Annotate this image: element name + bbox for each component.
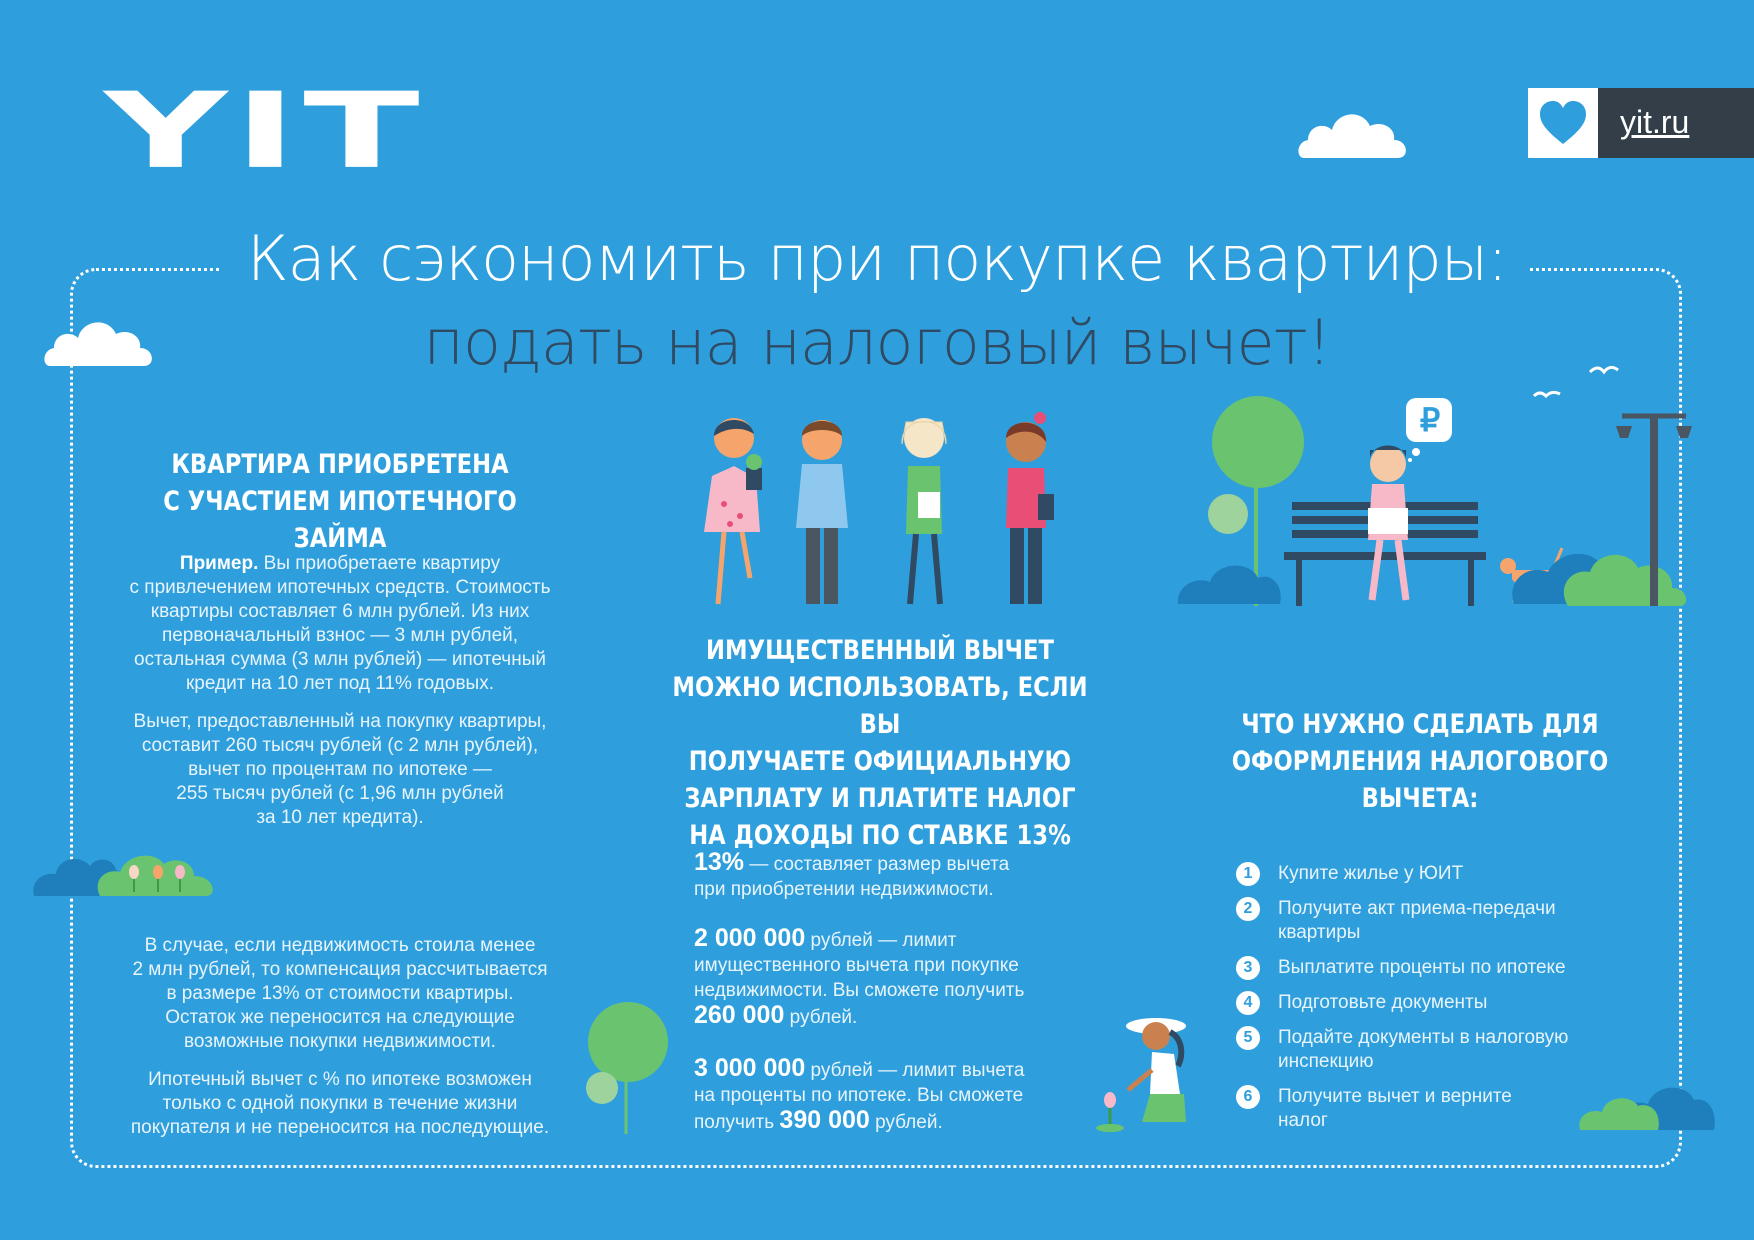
steps-list <box>1236 862 1636 1133</box>
center-heading-line: МОЖНО ИСПОЛЬЗОВАТЬ, ЕСЛИ ВЫ <box>672 672 1088 740</box>
site-badge[interactable] <box>1528 88 1754 158</box>
fact-limit-value: 2 000 000 <box>694 924 806 952</box>
step-text: Получите акт приема-передачи <box>1278 898 1556 919</box>
example-line: квартиры составляет 6 млн рублей. Из них <box>150 601 530 622</box>
mortgage-line: Ипотечный вычет с % по ипотеке возможен <box>148 1069 532 1090</box>
right-heading-line: ОФОРМЛЕНИЯ НАЛОГОВОГО <box>1231 746 1609 777</box>
left-mortgage-text <box>100 1068 580 1140</box>
step-number: 5 <box>1236 1026 1260 1050</box>
step-number: 3 <box>1236 956 1260 980</box>
right-heading <box>1218 706 1621 817</box>
bush-icon <box>1578 1062 1718 1132</box>
site-link[interactable]: yit.ru <box>1620 104 1690 140</box>
fact-text: на проценты по ипотеке. Вы сможете <box>694 1085 1024 1106</box>
bush-icon <box>30 826 220 900</box>
fact-return-value: 260 000 <box>694 1001 785 1029</box>
left-heading-line2: С УЧАСТИЕМ ИПОТЕЧНОГО ЗАЙМА <box>163 486 517 554</box>
deduction-line: за 10 лет кредита). <box>256 807 424 828</box>
people-illustration <box>690 408 1060 608</box>
left-heading <box>138 446 541 557</box>
step-number: 6 <box>1236 1085 1260 1109</box>
center-heading-line: НА ДОХОДЫ ПО СТАВКЕ 13% <box>689 820 1071 851</box>
case-line: 2 млн рублей, то компенсация рассчитывается <box>132 959 548 980</box>
left-example-text <box>100 552 580 696</box>
mortgage-line: только с одной покупки в течение жизни <box>162 1093 518 1114</box>
fact-text: получить <box>694 1112 780 1133</box>
fact-rate-value: 13% <box>694 848 745 876</box>
left-case-text <box>100 934 580 1054</box>
fact-property-limit <box>694 926 1074 1030</box>
fact-text: рублей. <box>784 1007 858 1028</box>
fact-text: недвижимости. Вы сможете получить <box>694 980 1025 1001</box>
cloud-icon <box>1296 106 1410 160</box>
left-heading-line1: КВАРТИРА ПРИОБРЕТЕНА <box>171 449 509 480</box>
step-number: 4 <box>1236 991 1260 1015</box>
fact-text: — составляет размер вычета <box>744 854 1010 875</box>
center-heading-line: ПОЛУЧАЕТЕ ОФИЦИАЛЬНУЮ <box>688 746 1072 777</box>
list-item <box>1236 991 1636 1015</box>
fact-text: при приобретении недвижимости. <box>694 879 994 900</box>
center-heading-line: ЗАРПЛАТУ И ПЛАТИТЕ НАЛОГ <box>684 783 1076 814</box>
badge-icon-box <box>1528 88 1598 158</box>
example-label: Пример. <box>179 553 259 574</box>
list-item <box>1236 1085 1636 1133</box>
tulip-icon <box>1096 1092 1124 1132</box>
case-line: Остаток же переносится на следующие <box>165 1007 515 1028</box>
heart-icon <box>1528 88 1598 158</box>
example-line: Вы приобретаете квартиру <box>263 553 501 574</box>
mortgage-line: покупателя и не переносится на последующие. <box>130 1117 550 1138</box>
list-item <box>1236 897 1636 945</box>
fact-return-value: 390 000 <box>779 1106 870 1134</box>
step-number: 2 <box>1236 897 1260 921</box>
deduction-line: составит 260 тысяч рублей (с 2 млн рублей), <box>141 735 539 756</box>
step-text: Выплатите проценты по ипотеке <box>1278 957 1566 978</box>
example-line: остальная сумма (3 млн рублей) — ипотечный <box>134 649 546 670</box>
step-text: инспекцию <box>1278 1051 1374 1072</box>
center-heading <box>662 632 1099 854</box>
fact-limit-value: 3 000 000 <box>694 1054 806 1082</box>
case-line: В случае, если недвижимость стоила менее <box>144 935 536 956</box>
deduction-line: Вычет, предоставленный на покупку квартиры, <box>133 711 547 732</box>
fact-text: рублей — лимит вычета <box>805 1060 1025 1081</box>
tree-icon <box>582 1000 672 1140</box>
deduction-line: 255 тысяч рублей (с 1,96 млн рублей <box>176 783 504 804</box>
right-heading-line: ЧТО НУЖНО СДЕЛАТЬ ДЛЯ <box>1241 709 1599 740</box>
left-deduction-text <box>100 710 580 830</box>
center-heading-line: ИМУЩЕСТВЕННЫЙ ВЫЧЕТ <box>706 635 1054 666</box>
deduction-line: вычет по процентам по ипотеке — <box>188 759 492 780</box>
fact-mortgage-limit <box>694 1056 1074 1135</box>
fact-rate <box>694 850 1074 902</box>
ruble-icon: ₽ <box>1419 402 1441 438</box>
page-title-line2: подать на налоговый вычет! <box>423 306 1331 379</box>
step-text: Купите жилье у ЮИТ <box>1278 863 1464 884</box>
list-item <box>1236 1026 1636 1074</box>
page-title-line1: Как сэкономить при покупке квартиры: <box>246 222 1508 295</box>
step-text: квартиры <box>1278 922 1361 943</box>
fact-text: рублей — лимит <box>805 930 957 951</box>
example-line: первоначальный взнос — 3 млн рублей, <box>161 625 519 646</box>
step-text: Подготовьте документы <box>1278 992 1488 1013</box>
step-number: 1 <box>1236 862 1260 886</box>
fact-text: рублей. <box>869 1112 943 1133</box>
case-line: возможные покупки недвижимости. <box>184 1031 496 1052</box>
step-text: налог <box>1278 1110 1328 1131</box>
step-text: Подайте документы в налоговую <box>1278 1027 1569 1048</box>
fact-text: имущественного вычета при покупке <box>694 955 1019 976</box>
list-item <box>1236 862 1636 886</box>
step-text: Получите вычет и верните <box>1278 1086 1512 1107</box>
example-line: с привлечением ипотечных средств. Стоимость <box>129 577 551 598</box>
list-item <box>1236 956 1636 980</box>
yit-logo: YIT <box>104 69 426 192</box>
example-line: кредит на 10 лет под 11% годовых. <box>185 673 494 694</box>
gardener-illustration <box>1090 1010 1220 1140</box>
case-line: в размере 13% от стоимости квартиры. <box>166 983 514 1004</box>
right-heading-line: ВЫЧЕТА: <box>1361 783 1479 814</box>
